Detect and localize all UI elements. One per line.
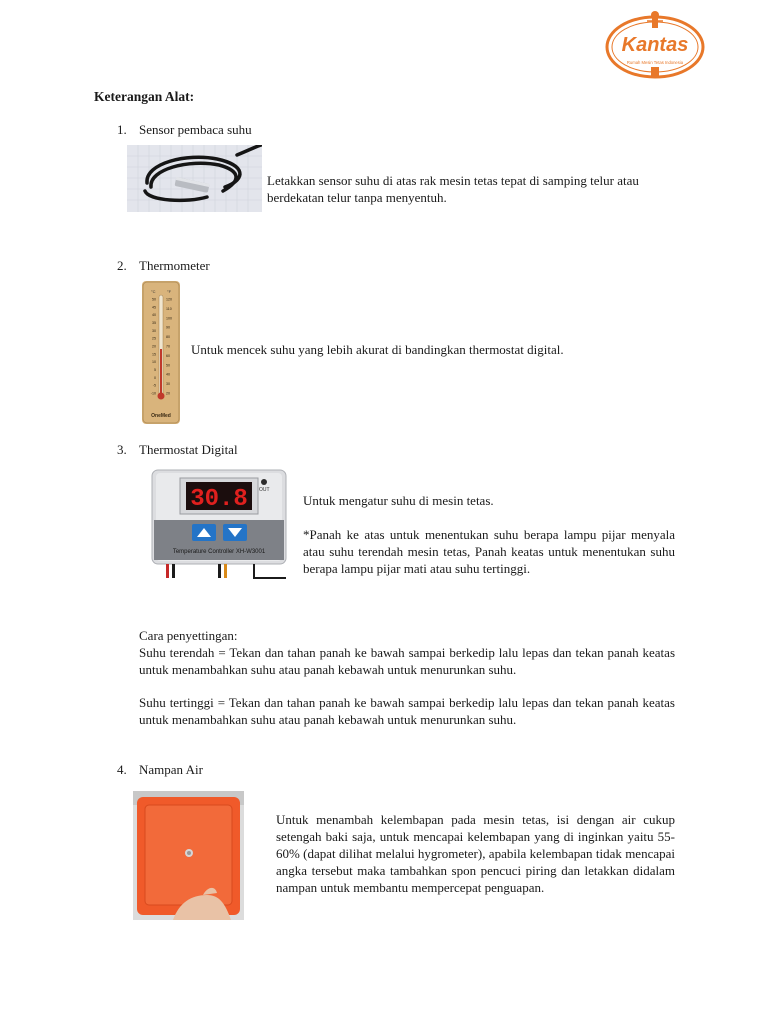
scale-tick-label: 40	[166, 372, 170, 377]
thermostat-photo	[150, 469, 288, 583]
item-title-thermometer: Thermometer	[139, 258, 210, 273]
scale-tick-label: 0	[154, 375, 156, 380]
scale-tick-label: 50	[166, 363, 170, 368]
thermometer-description: Untuk mencek suhu yang lebih akurat di bandingkan thermostat digital.	[191, 342, 564, 357]
thermostat-note: *Panah ke atas untuk menentukan suhu berapa lampu pijar menyala atau suhu terendah mesin tetas, Panah keatas untuk menentukan suhu berapa lampu pijar mati atau suhu tertinggi.	[303, 527, 675, 576]
scale-tick-label: 110	[166, 306, 172, 311]
scale-tick-label: -5	[152, 383, 156, 388]
scale-tick-label: 30	[152, 328, 156, 333]
scale-tick-label: 30	[166, 382, 170, 387]
scale-tick-label: 20	[166, 391, 170, 396]
scale-tick-label: 15	[152, 352, 156, 357]
fahrenheit-label: °F	[167, 289, 172, 294]
scale-tick-label: 40	[152, 313, 156, 318]
logo-text: Kantas	[621, 34, 689, 56]
scale-tick-label: 45	[152, 305, 156, 310]
scale-tick-label: 50	[152, 297, 156, 302]
thermostat-description: Untuk mengatur suhu di mesin tetas.	[303, 493, 494, 508]
kantas-logo	[603, 11, 707, 83]
scale-tick-label: 100	[166, 316, 172, 321]
item-number: 1.	[117, 122, 127, 137]
scale-tick-label: 10	[152, 360, 156, 365]
water-tray-photo	[133, 791, 244, 920]
item-title-thermostat: Thermostat Digital	[139, 442, 238, 457]
scale-tick-label: 120	[166, 297, 172, 302]
thermometer-photo	[142, 281, 180, 424]
settings-high: Suhu tertinggi = Tekan dan tahan panah ke bawah sampai berkedip lalu lepas dan tekan panah keatas untuk menambahkan suhu atau panah kebawah untuk menurunkan suhu.	[139, 695, 675, 727]
thermostat-display: 30.8	[190, 486, 248, 513]
item-title-water-tray: Nampan Air	[139, 762, 203, 777]
scale-tick-label: 5	[154, 368, 156, 372]
device-label: Temperature Controller XH-W3001	[172, 549, 266, 555]
water-tray-description: Untuk menambah kelembapan pada mesin tetas, isi dengan air cukup setengah baki saja, untuk mencapai kelembapan yang di inginkan yaitu 55-60% (dapat dilihat melalui hygrometer), apabila kelembapan tidak mencapai angka tersebut maka tambahkan spon pencuci piring dan letakkan didalam nampan untuk membantu mempercepat penguapan.	[276, 812, 675, 895]
scale-tick-label: 35	[152, 321, 156, 325]
page-heading: Keterangan Alat:	[94, 89, 195, 104]
scale-tick-label: 25	[152, 336, 156, 341]
scale-tick-label: 90	[166, 325, 170, 330]
item-title-sensor: Sensor pembaca suhu	[139, 122, 252, 137]
scale-tick-label: 20	[152, 344, 156, 349]
item-number: 4.	[117, 762, 127, 777]
thermometer-brand: OneMed	[151, 413, 171, 419]
scale-tick-label: 80	[166, 335, 170, 340]
logo-tagline: Rumah Mesin Tetas Indonesia	[626, 60, 684, 65]
scale-tick-label: -10	[150, 391, 156, 396]
settings-low: Suhu terendah = Tekan dan tahan panah ke bawah sampai berkedip lalu lepas dan tekan panah keatas untuk menambahkan suhu atau panah kebawah untuk menurunkan suhu.	[139, 645, 675, 677]
celsius-label: °C	[151, 289, 156, 294]
item-number: 2.	[117, 258, 127, 273]
item-number: 3.	[117, 442, 127, 457]
sensor-description: Letakkan sensor suhu di atas rak mesin tetas tepat di samping telur atau berdekatan telur tanpa menyentuh.	[267, 173, 639, 205]
out-label: OUT	[259, 487, 270, 493]
scale-tick-label: 70	[166, 344, 170, 349]
scale-tick-label: 60	[166, 353, 170, 358]
settings-title: Cara penyettingan:	[139, 628, 238, 643]
sensor-photo	[127, 145, 262, 212]
